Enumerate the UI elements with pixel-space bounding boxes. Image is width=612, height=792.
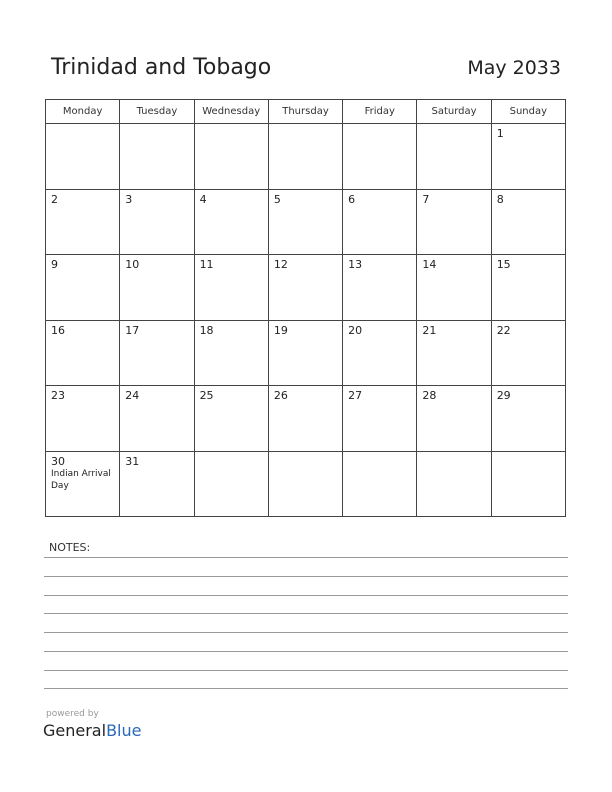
day-number: 1 [496,127,504,140]
logo-text-general: General [43,721,107,740]
day-cell [343,451,417,517]
day-number: 20 [348,323,363,337]
day-cell [46,386,120,452]
day-number: 31 [125,454,140,468]
day-number: 12 [273,258,288,271]
weekday-sunday: Sunday [491,100,565,124]
day-cell [194,255,268,321]
day-number: 10 [125,258,140,271]
day-cell [491,451,565,517]
day-number: 17 [125,323,140,337]
week-row [46,451,566,517]
day-cell [268,386,342,452]
day-cell [491,255,565,321]
weekday-saturday: Saturday [417,100,491,124]
day-cell [417,255,491,321]
day-number: 2 [51,192,58,206]
weekday-header-row [46,100,566,124]
day-number: 11 [199,258,214,271]
day-cell [343,189,417,255]
note-line [44,670,568,671]
day-cell [268,124,342,190]
day-cell [46,189,120,255]
generalblue-logo[interactable] [43,721,141,740]
day-cell [46,124,120,190]
note-line [44,595,568,596]
week-row [46,320,566,386]
day-number: 7 [422,192,430,206]
day-number: 6 [348,192,356,206]
week-row [46,124,566,190]
day-number: 13 [348,258,363,271]
day-number: 19 [273,323,288,337]
day-cell [46,320,120,386]
day-cell [491,189,565,255]
day-cell [343,255,417,321]
page-title: Trinidad and Tobago [51,55,272,80]
week-row [46,189,566,255]
day-cell [268,320,342,386]
day-cell [46,255,120,321]
day-number: 21 [422,323,437,337]
holiday-label: Indian Arrival Day [51,468,111,491]
day-cell [417,451,491,517]
weekday-thursday: Thursday [268,100,342,124]
day-number: 4 [199,192,207,206]
day-cell [268,451,342,517]
note-line [44,688,568,689]
day-number: 25 [199,389,214,402]
day-cell [194,320,268,386]
notes-label: NOTES: [49,541,91,554]
day-cell [120,451,194,517]
day-cell [343,124,417,190]
day-number: 23 [51,389,65,402]
note-line [44,632,568,633]
day-cell [120,124,194,190]
day-cell [120,320,194,386]
day-number: 5 [273,192,281,206]
day-cell [268,255,342,321]
note-line [44,613,568,614]
note-line [44,576,568,577]
day-cell [46,451,120,517]
logo-text-blue: Blue [106,721,142,740]
calendar-grid [45,99,566,517]
day-cell [120,386,194,452]
powered-by-text: powered by [46,709,99,719]
day-cell [417,320,491,386]
day-number: 28 [422,389,437,402]
day-cell [343,320,417,386]
day-number: 14 [422,258,437,271]
weekday-friday: Friday [343,100,417,124]
day-number: 15 [496,258,511,271]
day-cell [194,451,268,517]
day-cell [491,386,565,452]
day-number: 27 [348,389,363,402]
day-cell [120,255,194,321]
day-cell [417,189,491,255]
day-cell [417,386,491,452]
day-number: 29 [496,389,511,402]
day-number: 22 [496,323,511,337]
day-cell [268,189,342,255]
day-number: 26 [273,389,288,402]
weekday-monday: Monday [46,100,120,124]
day-cell [491,124,565,190]
day-number: 24 [125,389,140,402]
week-row [46,255,566,321]
day-number: 18 [199,323,214,337]
week-row [46,386,566,452]
day-cell [417,124,491,190]
day-cell [194,386,268,452]
note-line [44,557,568,558]
weekday-tuesday: Tuesday [120,100,194,124]
month-year: May 2033 [467,57,561,79]
note-line [44,651,568,652]
day-number: 8 [496,192,504,206]
day-number: 30 [51,454,65,468]
day-number: 9 [51,258,58,271]
day-number: 16 [51,323,65,337]
weekday-wednesday: Wednesday [194,100,268,124]
day-cell [120,189,194,255]
day-cell [194,124,268,190]
day-number: 3 [125,192,133,206]
day-cell [343,386,417,452]
day-cell [194,189,268,255]
day-cell [491,320,565,386]
